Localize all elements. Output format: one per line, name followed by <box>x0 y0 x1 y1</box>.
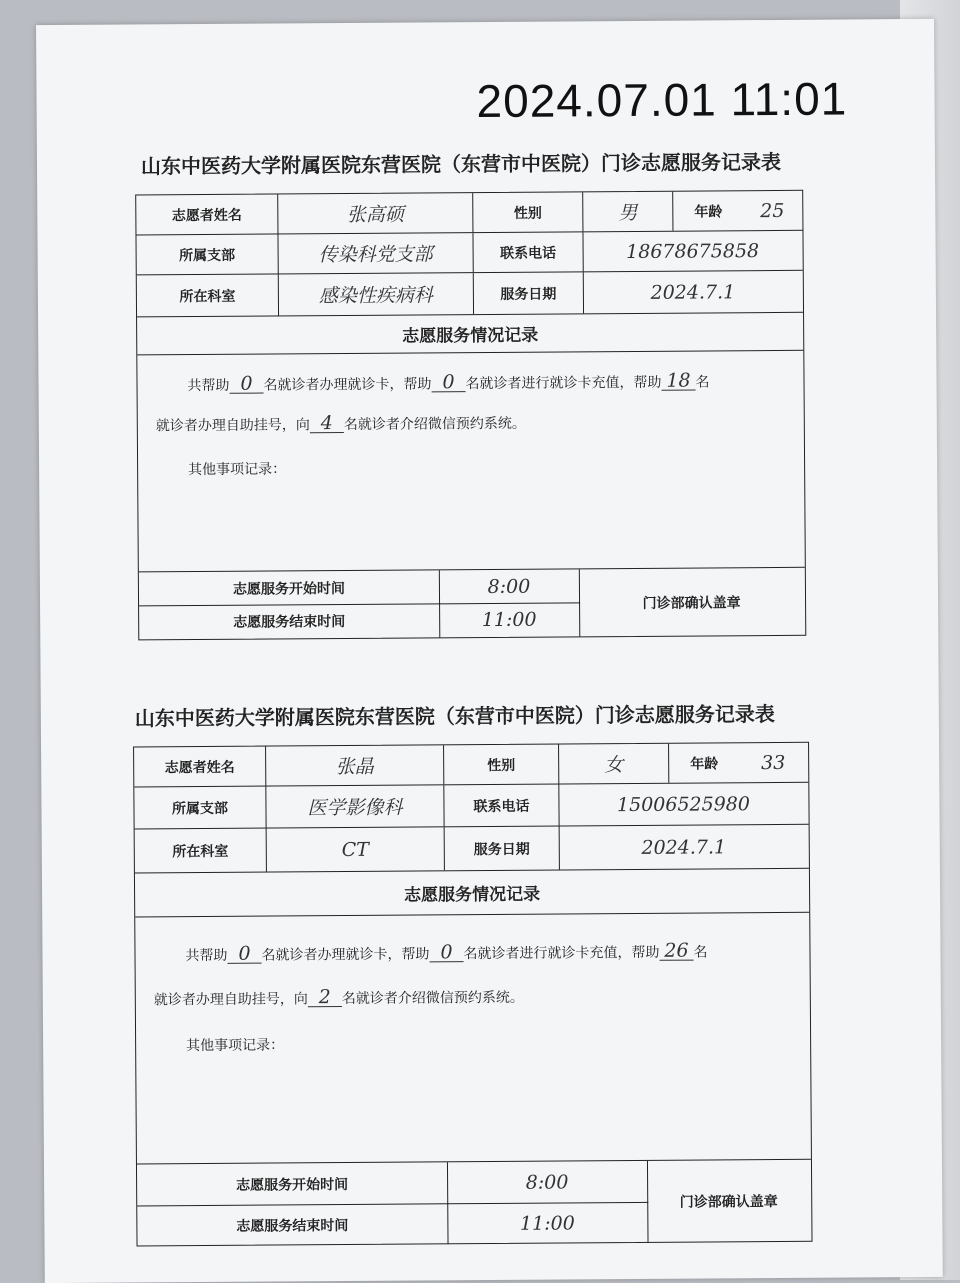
record-line-2 <box>154 987 524 1010</box>
wechat-count: 4 <box>310 414 344 433</box>
record-text: 就诊者办理自助挂号，向 <box>153 991 308 1009</box>
name-label: 志愿者姓名 <box>136 194 278 234</box>
end-time-value: 11:00 <box>439 602 580 637</box>
name-value: 张晶 <box>266 745 444 785</box>
record-line-1 <box>187 371 709 395</box>
end-time-label: 志愿服务结束时间 <box>139 603 440 639</box>
form-1-row-name <box>136 191 802 236</box>
branch-label: 所属支部 <box>136 234 278 274</box>
form-2-section-heading: 志愿服务情况记录 <box>135 869 809 918</box>
record-text: 共帮助 <box>185 947 228 965</box>
form-2-title: 山东中医药大学附属医院东营医院（东营市中医院）门诊志愿服务记录表 <box>134 701 775 731</box>
phone-value: 15006525980 <box>616 792 751 816</box>
phone-value: 18678675858 <box>626 239 760 263</box>
gender-value: 女 <box>559 744 669 784</box>
age-label: 年龄 <box>690 755 719 773</box>
start-time-label: 志愿服务开始时间 <box>137 1162 448 1206</box>
form-1-row-branch <box>136 231 802 276</box>
form-1-service-record <box>137 351 804 572</box>
form-1-table <box>135 190 806 641</box>
paper-sheet <box>36 19 943 1283</box>
date-value: 2024.7.1 <box>650 280 736 304</box>
record-text: 名就诊者进行就诊卡充值，帮助 <box>465 374 662 393</box>
date-label: 服务日期 <box>474 272 584 314</box>
age-label: 年龄 <box>694 203 723 221</box>
gender-label: 性别 <box>444 745 559 785</box>
age-value: 33 <box>761 751 786 774</box>
register-count: 18 <box>661 372 695 391</box>
record-text: 共帮助 <box>187 377 230 395</box>
confirm-stamp-label: 门诊部确认盖章 <box>642 594 741 612</box>
name-value: 张高硕 <box>278 193 473 233</box>
form-2-table <box>133 742 812 1247</box>
recharge-count: 0 <box>429 943 463 962</box>
photo-timestamp: 2024.07.01 11:01 <box>476 72 848 128</box>
dept-label: 所在科室 <box>137 274 279 316</box>
other-notes-label: 其他事项记录： <box>188 461 287 479</box>
wechat-count: 2 <box>308 988 342 1007</box>
form-2-row-branch <box>134 783 808 830</box>
confirm-stamp-label: 门诊部确认盖章 <box>679 1193 778 1211</box>
form-1-section-heading: 志愿服务情况记录 <box>137 313 803 356</box>
start-time-value: 8:00 <box>439 569 580 604</box>
register-count: 26 <box>659 942 693 961</box>
card-count: 0 <box>229 375 263 394</box>
end-time-label: 志愿服务结束时间 <box>137 1203 448 1246</box>
phone-label: 联系电话 <box>473 232 583 272</box>
dept-label: 所在科室 <box>135 829 267 873</box>
name-label: 志愿者姓名 <box>134 747 266 787</box>
form-1-row-dept <box>137 271 803 318</box>
dept-value: CT <box>267 827 445 871</box>
recharge-count: 0 <box>431 373 465 392</box>
record-text: 名就诊者进行就诊卡充值，帮助 <box>463 944 660 963</box>
form-2-row-name <box>134 743 808 788</box>
age-value: 25 <box>760 199 785 222</box>
dept-value: 感染性疾病科 <box>279 273 474 315</box>
card-count: 0 <box>227 945 261 964</box>
date-label: 服务日期 <box>445 826 560 870</box>
gender-value: 男 <box>583 192 673 232</box>
end-time-value: 11:00 <box>447 1202 648 1244</box>
start-time-value: 8:00 <box>447 1161 648 1204</box>
gender-label: 性别 <box>473 192 583 232</box>
record-text: 名就诊者办理就诊卡，帮助 <box>263 376 432 394</box>
form-2-service-record <box>135 913 811 1164</box>
form-1-title: 山东中医药大学附属医院东营医院（东营市中医院）门诊志愿服务记录表 <box>140 149 782 179</box>
record-line-2 <box>156 413 526 436</box>
branch-value: 传染科党支部 <box>278 233 473 273</box>
record-text: 名就诊者介绍微信预约系统。 <box>343 415 526 433</box>
record-text: 名 <box>693 944 708 961</box>
record-line-1 <box>185 941 707 965</box>
phone-label: 联系电话 <box>444 784 559 826</box>
form-2-time-block <box>137 1159 812 1247</box>
form-1-time-block <box>139 567 805 640</box>
date-value: 2024.7.1 <box>641 835 727 859</box>
record-text: 就诊者办理自助挂号，向 <box>155 417 310 435</box>
branch-value: 医学影像科 <box>266 785 444 827</box>
record-text: 名就诊者介绍微信预约系统。 <box>341 989 524 1008</box>
branch-label: 所属支部 <box>134 787 266 829</box>
start-time-label: 志愿服务开始时间 <box>139 570 440 606</box>
record-text: 名 <box>695 374 710 391</box>
form-2-row-dept <box>135 825 809 874</box>
record-text: 名就诊者办理就诊卡，帮助 <box>261 946 430 964</box>
other-notes-label: 其他事项记录： <box>186 1037 285 1055</box>
